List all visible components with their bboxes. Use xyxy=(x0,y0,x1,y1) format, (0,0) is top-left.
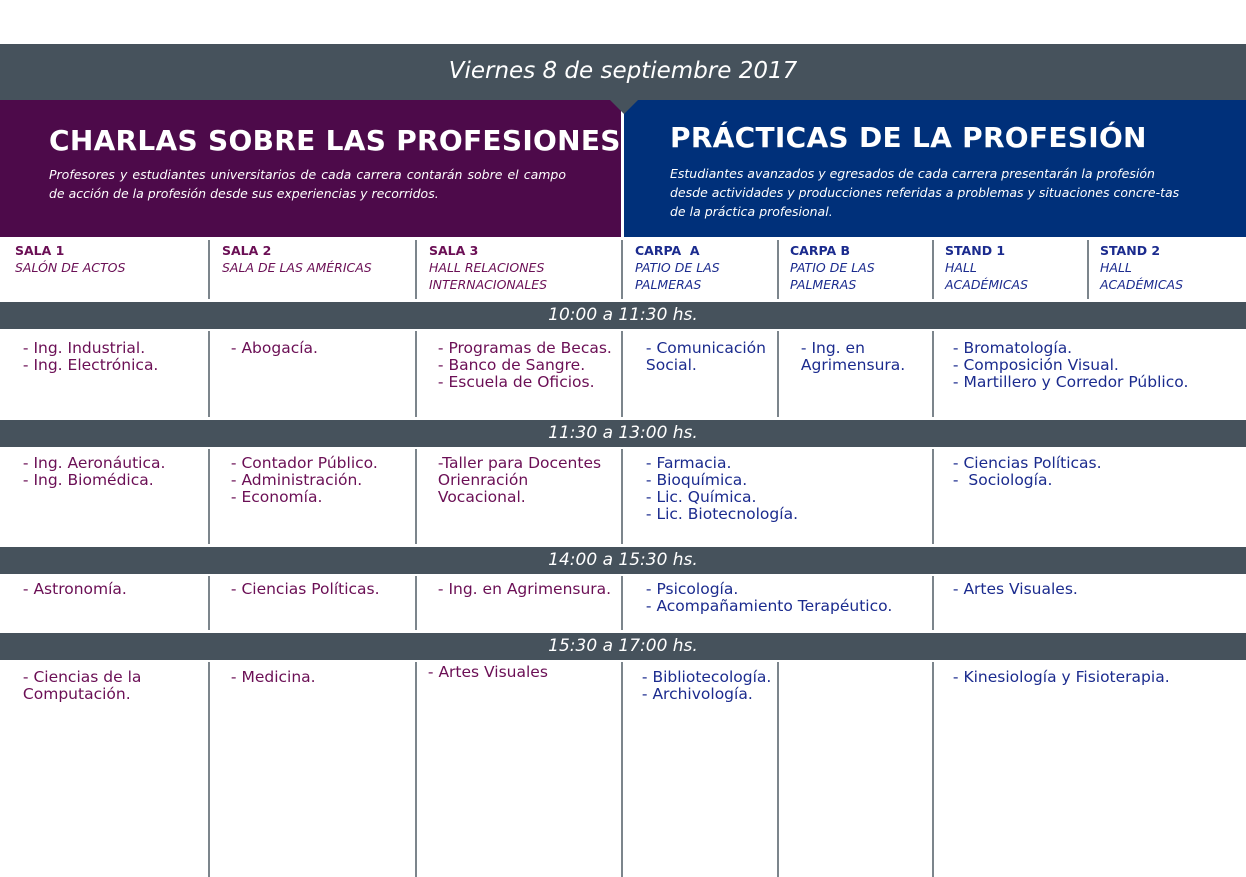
column-divider xyxy=(208,240,210,299)
charlas-description: Profesores y estudiantes universitarios de cada carrera contarán sobre el campo de acción de la profesión desde sus experiencias y recorridos. xyxy=(49,167,566,201)
schedule-cell: - Bromatología. - Composición Visual. - Martillero y Corredor Público. xyxy=(952,339,1189,391)
schedule-cell: - Comunicación Social. xyxy=(645,339,766,374)
time-slot-bar: 10:00 a 11:30 hs. xyxy=(0,302,1246,329)
column-location: SALÓN DE ACTOS xyxy=(15,260,126,275)
schedule-cell: - Psicología. - Acompañamiento Terapéutico. xyxy=(645,580,893,615)
column-divider xyxy=(208,331,210,417)
column-divider xyxy=(932,331,934,417)
column-divider xyxy=(1087,240,1089,299)
column-divider xyxy=(777,662,779,877)
column-divider xyxy=(415,449,417,544)
column-header-carpa-a xyxy=(635,242,720,293)
schedule-cell: - Abogacía. xyxy=(226,339,318,357)
column-divider xyxy=(415,662,417,877)
column-divider xyxy=(415,331,417,417)
column-divider xyxy=(208,662,210,877)
column-header-stand-2 xyxy=(1100,242,1183,293)
column-divider xyxy=(621,331,623,417)
practicas-description: Estudiantes avanzados y egresados de cada carrera presentarán la profesión desde actividades y producciones referidas a problemas y situaciones concre-tas de la práctica profesional. xyxy=(670,166,1180,219)
schedule-cell: - Artes Visuales. xyxy=(948,580,1078,598)
column-header-carpa-b xyxy=(790,242,875,293)
charlas-panel xyxy=(0,100,621,237)
column-location: HALL ACADÉMICAS xyxy=(945,260,1029,292)
time-slot-bar: 15:30 a 17:00 hs. xyxy=(0,633,1246,660)
column-location: PATIO DE LAS PALMERAS xyxy=(790,260,875,292)
charlas-title: CHARLAS SOBRE LAS PROFESIONES xyxy=(49,124,621,157)
schedule-cell: - Kinesiología y Fisioterapia. xyxy=(948,668,1170,686)
column-header-sala-3 xyxy=(429,242,547,293)
schedule-cell: - Astronomía. xyxy=(18,580,127,598)
column-location: HALL RELACIONES INTERNACIONALES xyxy=(429,260,548,292)
schedule-cell: - Ciencias de la Computación. xyxy=(22,668,142,703)
schedule-cell: - Ing. Industrial. - Ing. Electrónica. xyxy=(22,339,159,374)
column-name: SALA 2 xyxy=(222,243,272,258)
column-divider xyxy=(777,240,779,299)
date-title: Viernes 8 de septiembre 2017 xyxy=(448,58,798,84)
schedule-cell: - Artes Visuales xyxy=(423,663,548,681)
column-divider xyxy=(621,662,623,877)
schedule-cell: - Ing. Aeronáutica. - Ing. Biomédica. xyxy=(22,454,166,489)
column-divider xyxy=(777,331,779,417)
column-divider xyxy=(621,449,623,544)
column-divider xyxy=(415,240,417,299)
column-location: PATIO DE LAS PALMERAS xyxy=(635,260,720,292)
column-header-stand-1 xyxy=(945,242,1028,293)
column-divider xyxy=(932,449,934,544)
column-name: CARPA A xyxy=(635,243,700,258)
schedule-cell: - Bibliotecología. - Archivología. xyxy=(641,668,772,703)
time-slot-bar: 14:00 a 15:30 hs. xyxy=(0,547,1246,574)
schedule-cell: - Farmacia. - Bioquímica. - Lic. Química. - Lic. Biotecnología. xyxy=(645,454,798,523)
column-divider xyxy=(621,576,623,630)
time-slot-bar: 11:30 a 13:00 hs. xyxy=(0,420,1246,447)
column-divider xyxy=(932,240,934,299)
column-divider xyxy=(621,240,623,299)
schedule-cell: - Ciencias Políticas. xyxy=(226,580,380,598)
schedule-cell: - Ciencias Políticas. - Sociología. xyxy=(952,454,1102,489)
column-divider xyxy=(415,576,417,630)
column-location: SALA DE LAS AMÉRICAS xyxy=(222,260,372,275)
column-divider xyxy=(208,576,210,630)
column-name: CARPA B xyxy=(790,243,851,258)
column-name: SALA 3 xyxy=(429,243,479,258)
column-header-sala-1 xyxy=(15,242,125,276)
column-name: STAND 2 xyxy=(1100,243,1161,258)
column-divider xyxy=(208,449,210,544)
column-divider xyxy=(932,662,934,877)
column-header-sala-2 xyxy=(222,242,372,276)
schedule-cell: - Medicina. xyxy=(226,668,316,686)
date-bar-pointer xyxy=(609,99,639,114)
date-bar xyxy=(0,44,1246,100)
schedule-cell: - Ing. en Agrimensura. xyxy=(800,339,906,374)
schedule-cell: - Programas de Becas. - Banco de Sangre. - Escuela de Oficios. xyxy=(437,339,612,391)
schedule-cell: -Taller para Docentes Orienración Vocacional. xyxy=(437,454,602,506)
column-divider xyxy=(932,576,934,630)
column-name: STAND 1 xyxy=(945,243,1006,258)
schedule-cell: - Contador Público. - Administración. - Economía. xyxy=(230,454,378,506)
column-name: SALA 1 xyxy=(15,243,65,258)
practicas-title: PRÁCTICAS DE LA PROFESIÓN xyxy=(670,121,1147,154)
practicas-panel xyxy=(624,100,1246,237)
schedule-cell: - Ing. en Agrimensura. xyxy=(433,580,612,598)
column-location: HALL ACADÉMICAS xyxy=(1100,260,1184,292)
